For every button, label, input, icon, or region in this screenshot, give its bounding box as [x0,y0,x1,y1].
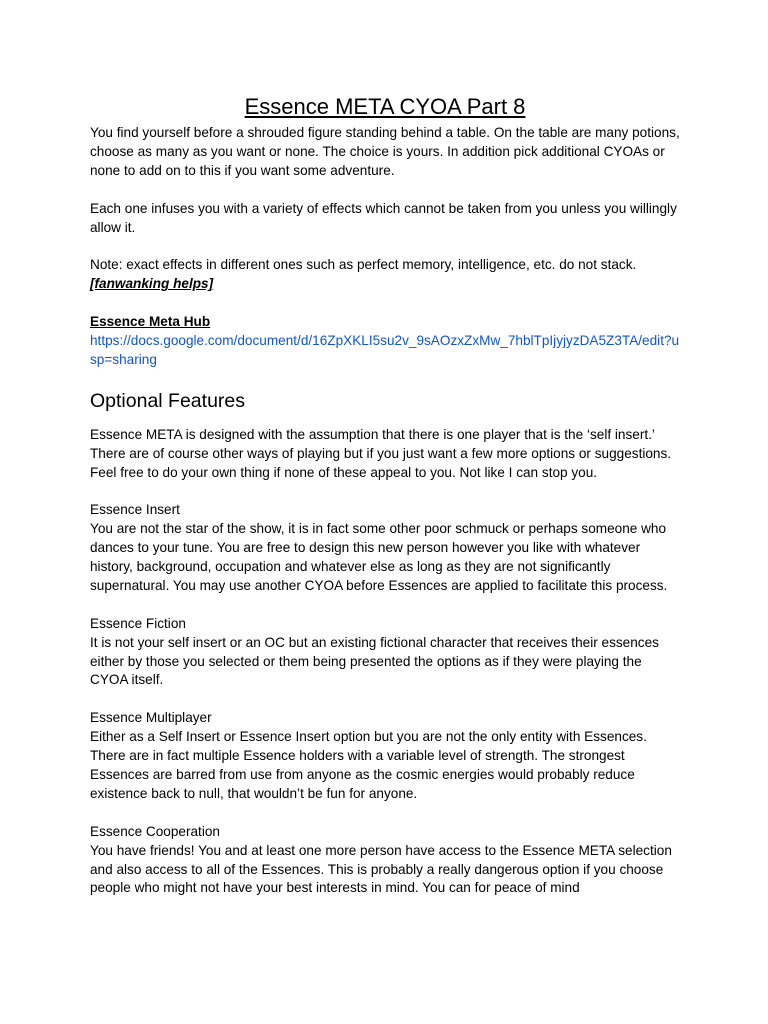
intro-paragraph: Each one infuses you with a variety of effects which cannot be taken from you unless you willingly allow it. [90,200,677,235]
feature-name: Essence Multiplayer [90,710,212,726]
document-content [90,92,680,898]
feature-description: Either as a Self Insert or Essence Insert option but you are not the only entity with Essences. There are in fact multiple Essence holders with a variable level of strength. The strongest Essences are barred from use from anyone as the cosmic energies would probably reduce existence back to null, that wouldn’t be fun for anyone. [90,729,647,801]
spacer [90,181,680,200]
intro-paragraph: You find yourself before a shrouded figure standing behind a table. On the table are many potions, choose as many as you want or none. The choice is yours. In addition pick additional CYOAs or none to add on to this if you want some adventure. [90,125,680,178]
spacer [90,804,680,823]
feature-description: You have friends! You and at least one more person have access to the Essence META selection and also access to all of the Essences. This is probably a really dangerous option if you choose people who might not have your best interests in mind. You can for peace of mind [90,842,672,896]
hub-link[interactable]: https://docs.google.com/document/d/16ZpXKLI5su2v_9sAOzxZxMw_7hblTpIjyjyzDA5Z3TA/edit?usp=sharing [90,332,680,367]
feature-name: Essence Fiction [90,615,186,631]
spacer [90,690,680,709]
section-intro: Essence META is designed with the assumption that there is one player that is the ‘self insert.’ There are of course other ways of playing but if you just want a few more options or suggestions. Feel free to do your own thing if none of these appeal to you. Not like I can stop you. [90,426,672,480]
fanwanking-note: [fanwanking helps] [90,276,214,292]
spacer [90,237,680,256]
hub-label: Essence Meta Hub [90,314,211,330]
section-heading: Optional Features [90,389,246,412]
note-paragraph: Note: exact effects in different ones such as perfect memory, intelligence, etc. do not stack. [90,257,637,273]
feature-description: It is not your self insert or an OC but an existing fictional character that receives their essences either by those you selected or them being presented the options as if they were playing the CYOA itself. [90,634,659,688]
feature-name: Essence Cooperation [90,823,220,839]
feature-name: Essence Insert [90,502,180,518]
spacer [90,482,680,501]
feature-description: You are not the star of the show, it is in fact some other poor schmuck or perhaps someone who dances to your tune. You are free to design this new person however you like with whatever history, background, occupation and whatever else as long as they are not significantly supernatural. You may use another CYOA before Essences are applied to facilitate this process. [90,521,668,593]
spacer [90,294,680,313]
page-title: Essence META CYOA Part 8 [244,94,526,119]
spacer [90,596,680,615]
